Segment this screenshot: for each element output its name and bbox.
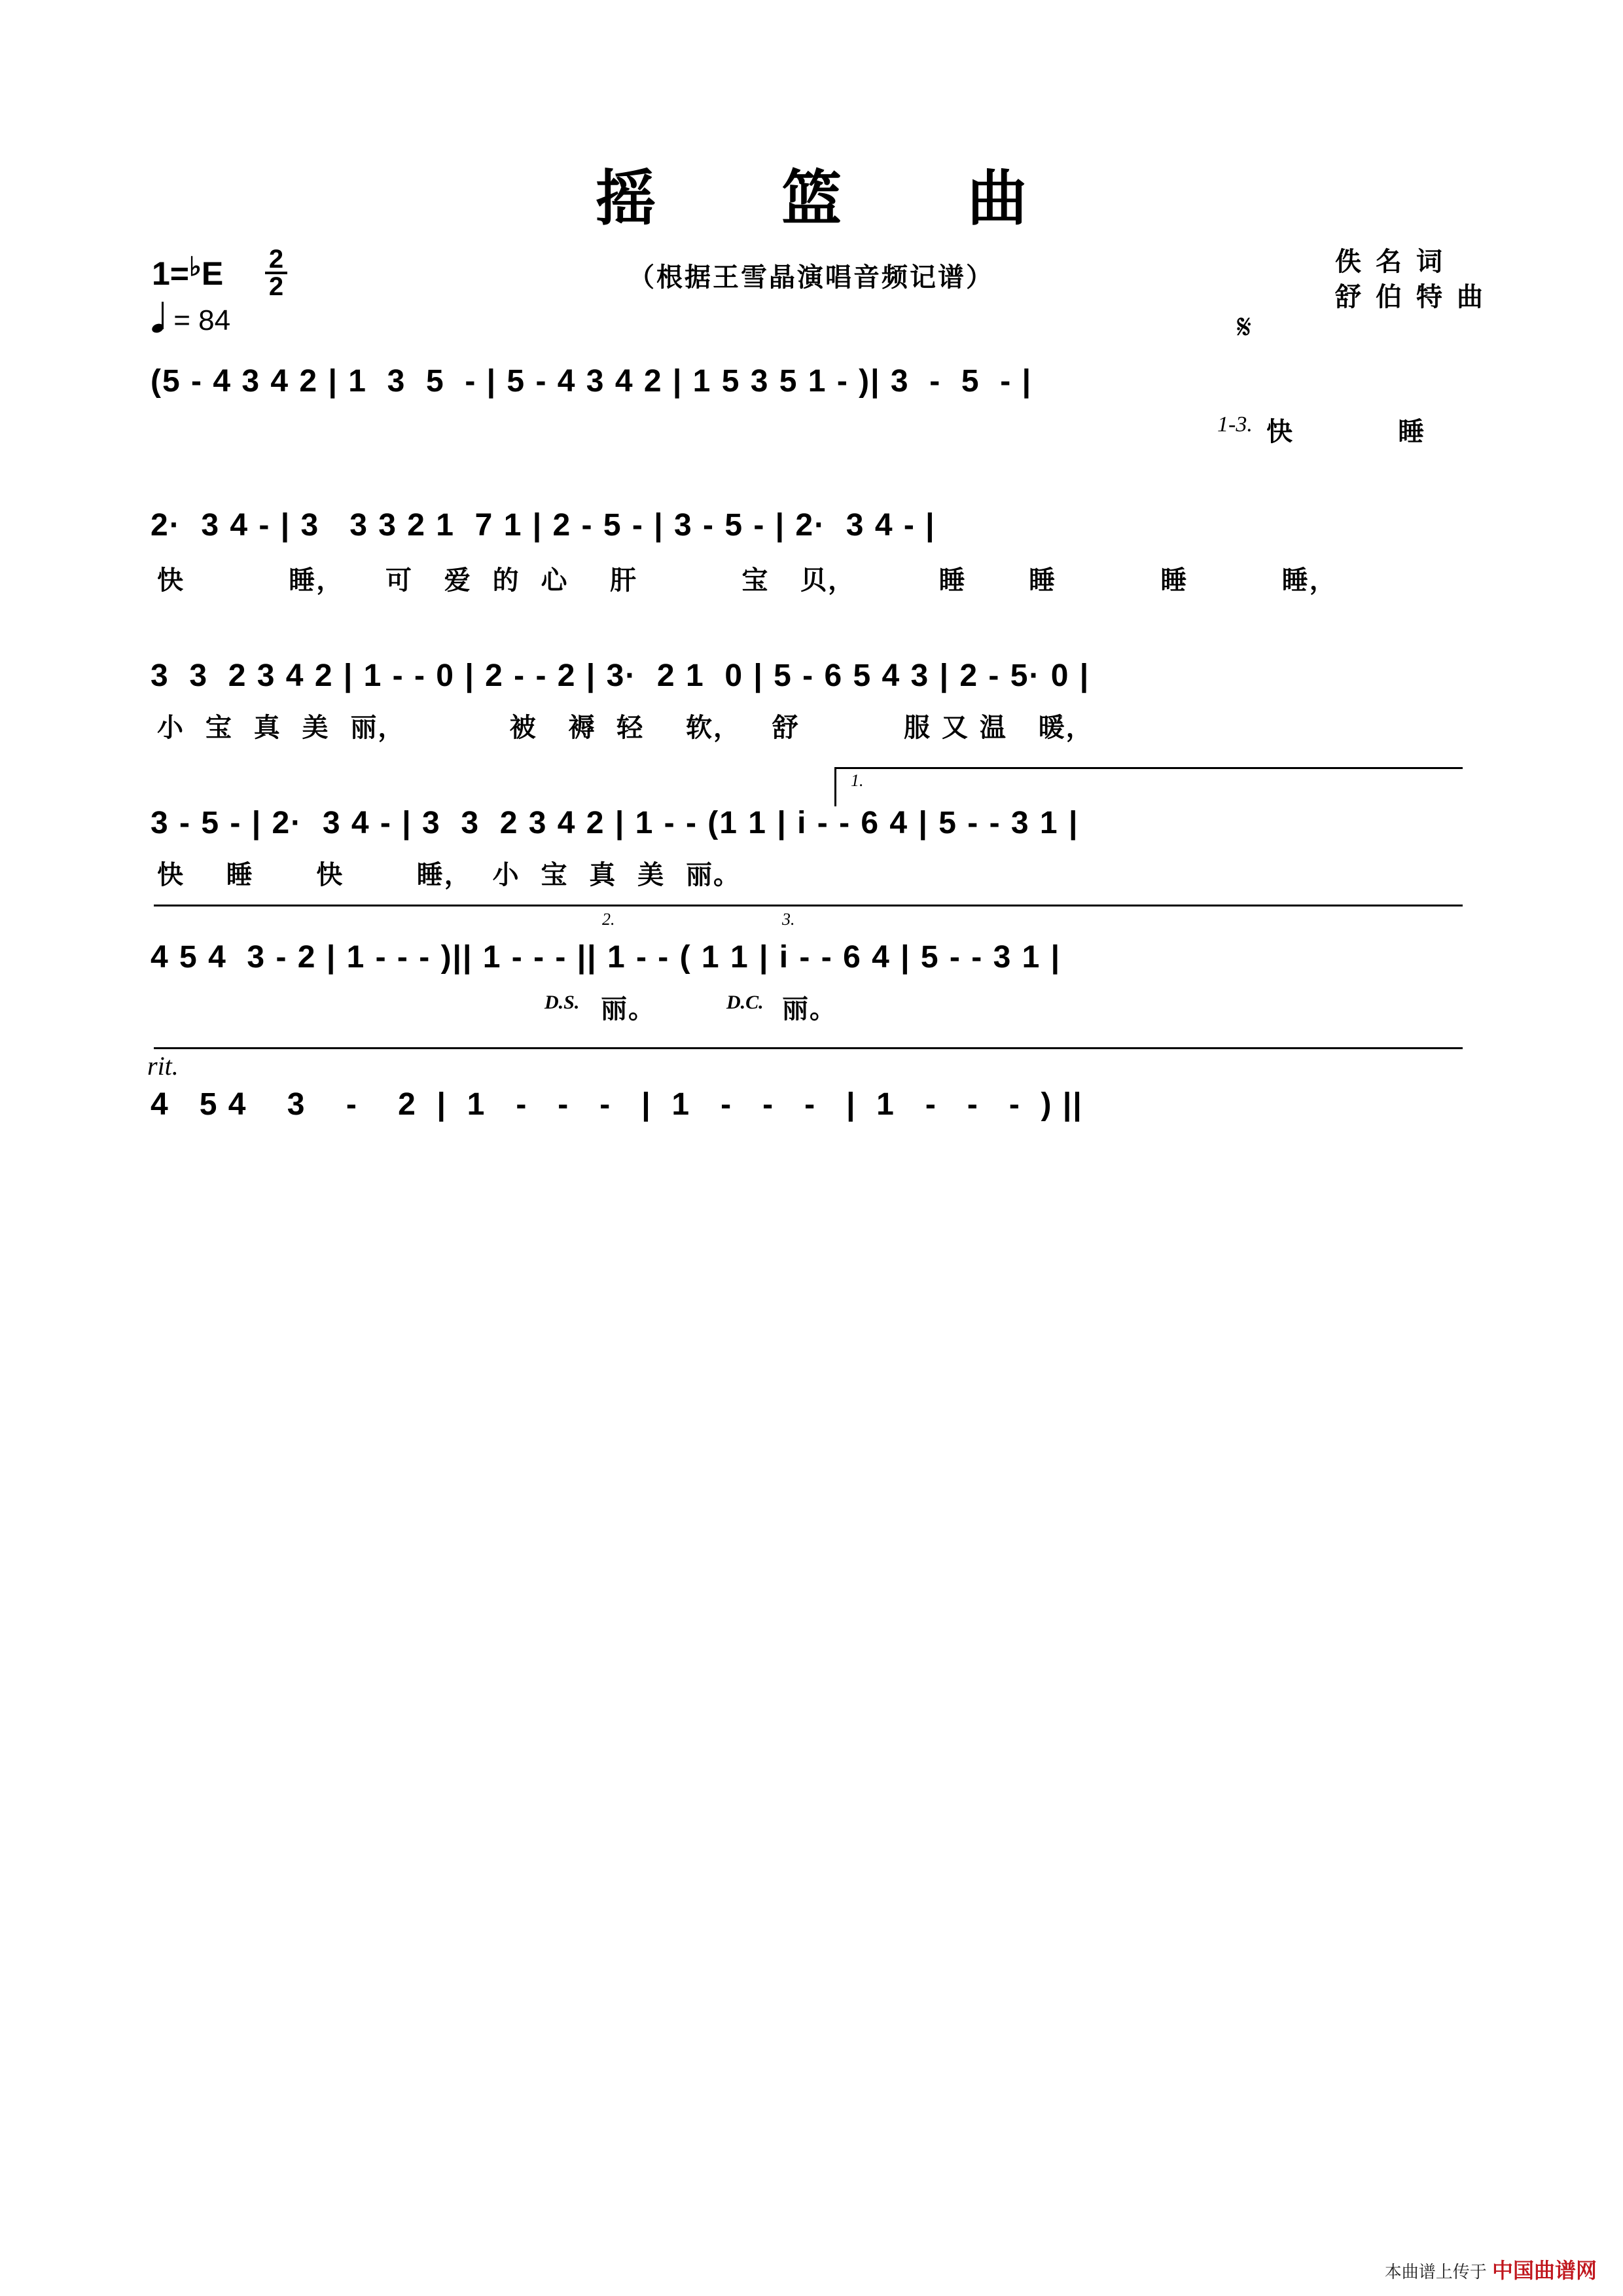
lyrics-row-4: 快 睡 快 睡， 小 宝 真 美 丽。 — [157, 860, 741, 890]
notation-row-2: 2· 3 4 - | 3 3 3 2 1 7 1 | 2 - 5 - | 3 - 5 - | 2· 3 4 - | — [151, 508, 936, 543]
site-logo: 中国曲谱网 — [1491, 2258, 1597, 2283]
flat-sign: ♭ — [189, 253, 202, 281]
footer-text: 本曲谱上传于 — [1384, 2263, 1487, 2282]
volta-1-edge — [834, 767, 836, 806]
time-signature — [263, 247, 289, 299]
tempo-value: = 84 — [173, 304, 231, 336]
notation-row-5: 4 5 4 3 - 2 | 1 - - - )|| 1 - - - || 1 - - ( 1 1 | i - - 6 4 | 5 - - 3 1 | — [151, 940, 1061, 975]
lyrics-row-2: 快 睡， 可 爱 的 心 肝 宝 贝， 睡 睡 睡 睡， — [157, 565, 1337, 596]
volta-2-label: 2. — [602, 910, 615, 929]
subtitle: （根据王雪晶演唱音频记谱） — [628, 262, 994, 293]
notation-row-4: 3 - 5 - | 2· 3 4 - | 3 3 2 3 4 2 | 1 - - (1 1 | i - - 6 4 | 5 - - 3 1 | — [151, 806, 1079, 840]
verse-prefix: 1-3. — [1217, 412, 1253, 437]
ds-mark: D.S. — [544, 992, 580, 1013]
time-top: 2 — [268, 245, 284, 274]
key-signature — [152, 245, 284, 301]
volta-1-label: 1. — [851, 771, 864, 790]
lyrics-row-5b: 丽。 — [782, 994, 837, 1024]
lyrics-row-5a: 丽。 — [601, 994, 656, 1024]
volta-row5-bracket — [154, 905, 1463, 906]
volta-3-label: 3. — [782, 910, 795, 929]
key-prefix: 1= — [152, 255, 190, 292]
notation-row-6: 4 5 4 3 - 2 | 1 - - - | 1 - - - | 1 - - - ) || — [151, 1087, 1083, 1122]
lyricist: 佚名词 — [1335, 247, 1457, 277]
rit-mark: rit. — [147, 1051, 179, 1081]
lyrics-row-3: 小 宝 真 美 丽， 被 褥 轻 软， 舒 服 又 温 暖， — [157, 713, 1094, 743]
key-note: E — [201, 255, 224, 292]
notation-row-3: 3 3 2 3 4 2 | 1 - - 0 | 2 - - 2 | 3· 2 1 0 | 5 - 6 5 4 3 | 2 - 5· 0 | — [151, 658, 1090, 693]
rit-line — [154, 1047, 1463, 1049]
notation-row-1: (5 - 4 3 4 2 | 1 3 5 - | 5 - 4 3 4 2 | 1 5 3 5 1 - )| 3 - 5 - | — [151, 364, 1033, 399]
dc-mark: D.C. — [726, 992, 764, 1013]
segno-icon: 𝄋 — [1237, 308, 1252, 347]
time-bottom: 2 — [268, 272, 284, 301]
volta-1-bracket — [834, 767, 1463, 769]
tempo-marking — [152, 304, 230, 337]
score-title: 摇 篮 曲 — [595, 163, 1080, 234]
lyrics-row-1: 快 睡 — [1266, 417, 1426, 447]
footer-credit — [1385, 2254, 1597, 2284]
composer: 舒伯特曲 — [1335, 282, 1497, 312]
